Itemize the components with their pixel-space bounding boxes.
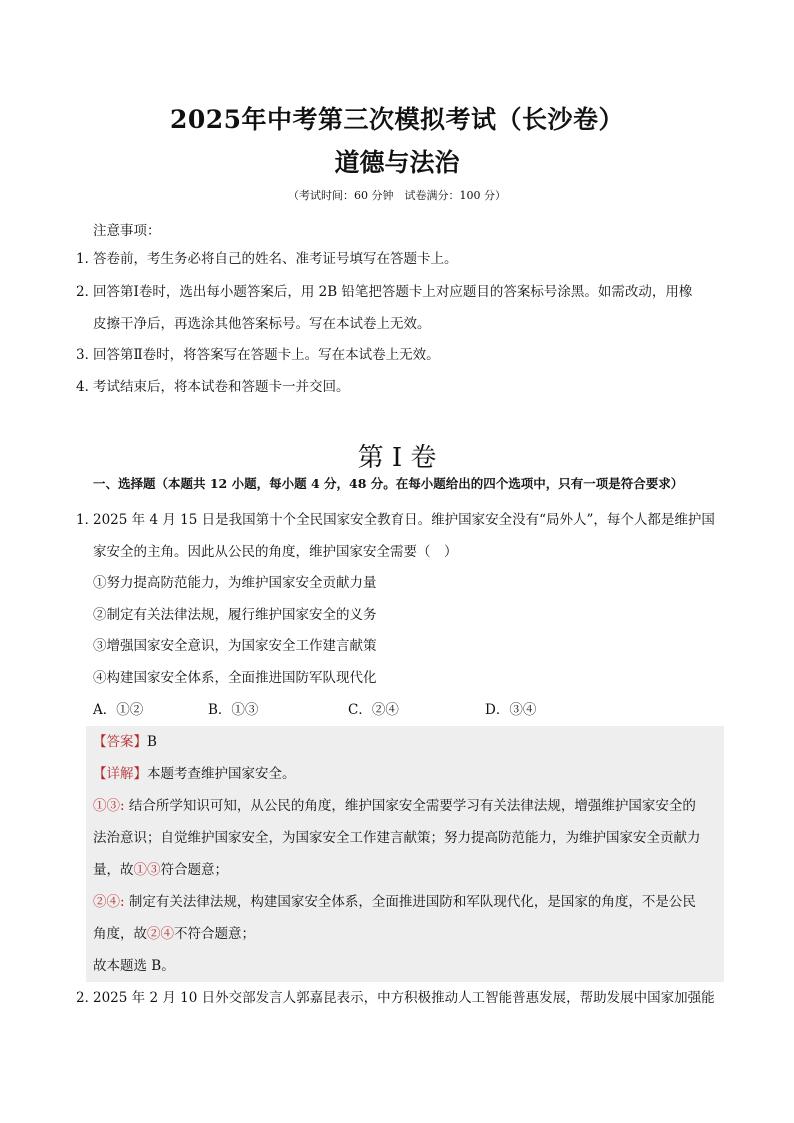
answer-value: B	[147, 734, 157, 750]
question-statement: ①努力提高防范能力，为维护国家安全贡献力量	[93, 575, 377, 591]
question-stem: 家安全的主角。因此从公民的角度，维护国家安全需要（ ）	[93, 544, 458, 560]
section-description	[93, 474, 683, 492]
question-stem: 2025 年 4 月 15 日是我国第十个全民国家安全教育日。维护国家安全没有“局外人”，每个人都是维护国	[93, 512, 715, 528]
analysis-line	[93, 796, 696, 816]
notice-item-number: 1．	[76, 251, 99, 267]
notice-heading: 注意事项：	[93, 223, 161, 239]
question-statement: ④构建国家安全体系，全面推进国防军队现代化	[93, 670, 377, 686]
analysis-text: 制定有关法律法规，构建国家安全体系，全面推进国防和军队现代化，是国家的角度，不是公民	[124, 894, 696, 910]
analysis-text: 角度，故	[93, 926, 147, 942]
notice-item-text: 答卷前，考生务必将自己的姓名、准考证号填写在答题卡上。	[93, 251, 458, 267]
notice-item-text: 皮擦干净后，再选涂其他答案标号。写在本试卷上无效。	[93, 316, 431, 332]
option-c: C．②④	[348, 702, 399, 718]
analysis-text: 符合题意；	[160, 862, 228, 878]
analysis-line	[93, 860, 228, 880]
detail-text: 本题考查维护国家安全。	[147, 766, 296, 782]
notice-item-text: 回答第Ⅱ卷时，将答案写在答题卡上。写在本试卷上无效。	[93, 347, 440, 363]
analysis-text: 结合所学知识可知，从公民的角度，维护国家安全需要学习有关法律法规，增强维护国家安全的	[124, 798, 696, 814]
detail-label: 【详解】	[93, 766, 147, 782]
analysis-text: 不符合题意；	[174, 926, 255, 942]
option-d: D．③④	[485, 702, 537, 718]
analysis-marker: ②④	[147, 926, 174, 942]
answer-line	[93, 732, 157, 752]
analysis-text: 量，故	[93, 862, 134, 878]
notice-item-text: 考试结束后，将本试卷和答题卡一并交回。	[93, 379, 350, 395]
conclusion-line: 故本题选 B。	[93, 958, 175, 974]
question-stem: 2025 年 2 月 10 日外交部发言人郭嘉昆表示，中方积极推动人工智能普惠发展，帮助发展中国家加强能	[93, 990, 715, 1006]
analysis-marker: ①③:	[93, 798, 125, 814]
notice-item-number: 3．	[76, 347, 99, 363]
detail-line	[93, 764, 296, 784]
exam-title: 2025年中考第三次模拟考试（长沙卷）	[169, 105, 625, 134]
question-number: 1．	[76, 512, 99, 528]
analysis-marker: ①③	[133, 862, 161, 878]
answer-label: 【答案】	[93, 734, 147, 750]
analysis-line	[93, 924, 255, 944]
question-statement: ②制定有关法律法规，履行维护国家安全的义务	[93, 607, 377, 623]
question-statement: ③增强国家安全意识，为国家安全工作建言献策	[93, 638, 377, 654]
analysis-marker: ②④:	[93, 894, 125, 910]
analysis-line	[93, 892, 696, 912]
notice-item-text: 回答第Ⅰ卷时，选出每小题答案后，用 2B 铅笔把答题卡上对应题目的答案标号涂黑。如需改动，用橡	[93, 284, 693, 300]
notice-item-number: 4．	[76, 379, 99, 395]
notice-item-number: 2．	[76, 284, 99, 300]
subject-title: 道德与法治	[334, 148, 460, 177]
option-b: B．①③	[208, 702, 259, 718]
analysis-line: 法治意识；自觉维护国家安全，为国家安全工作建言献策；努力提高防范能力，为维护国家安全贡献力	[93, 830, 701, 846]
exam-info: （考试时间：60 分钟 试卷满分：100 分）	[288, 189, 506, 202]
section-heading: 第 I 卷	[357, 443, 437, 473]
question-number: 2．	[76, 990, 99, 1006]
section-description-text: 一、选择题（本题共 12 小题，每小题 4 分，48 分。在每小题给出的四个选项中，只有一项是符合要求）	[93, 476, 684, 491]
option-a: A．①②	[93, 702, 144, 718]
